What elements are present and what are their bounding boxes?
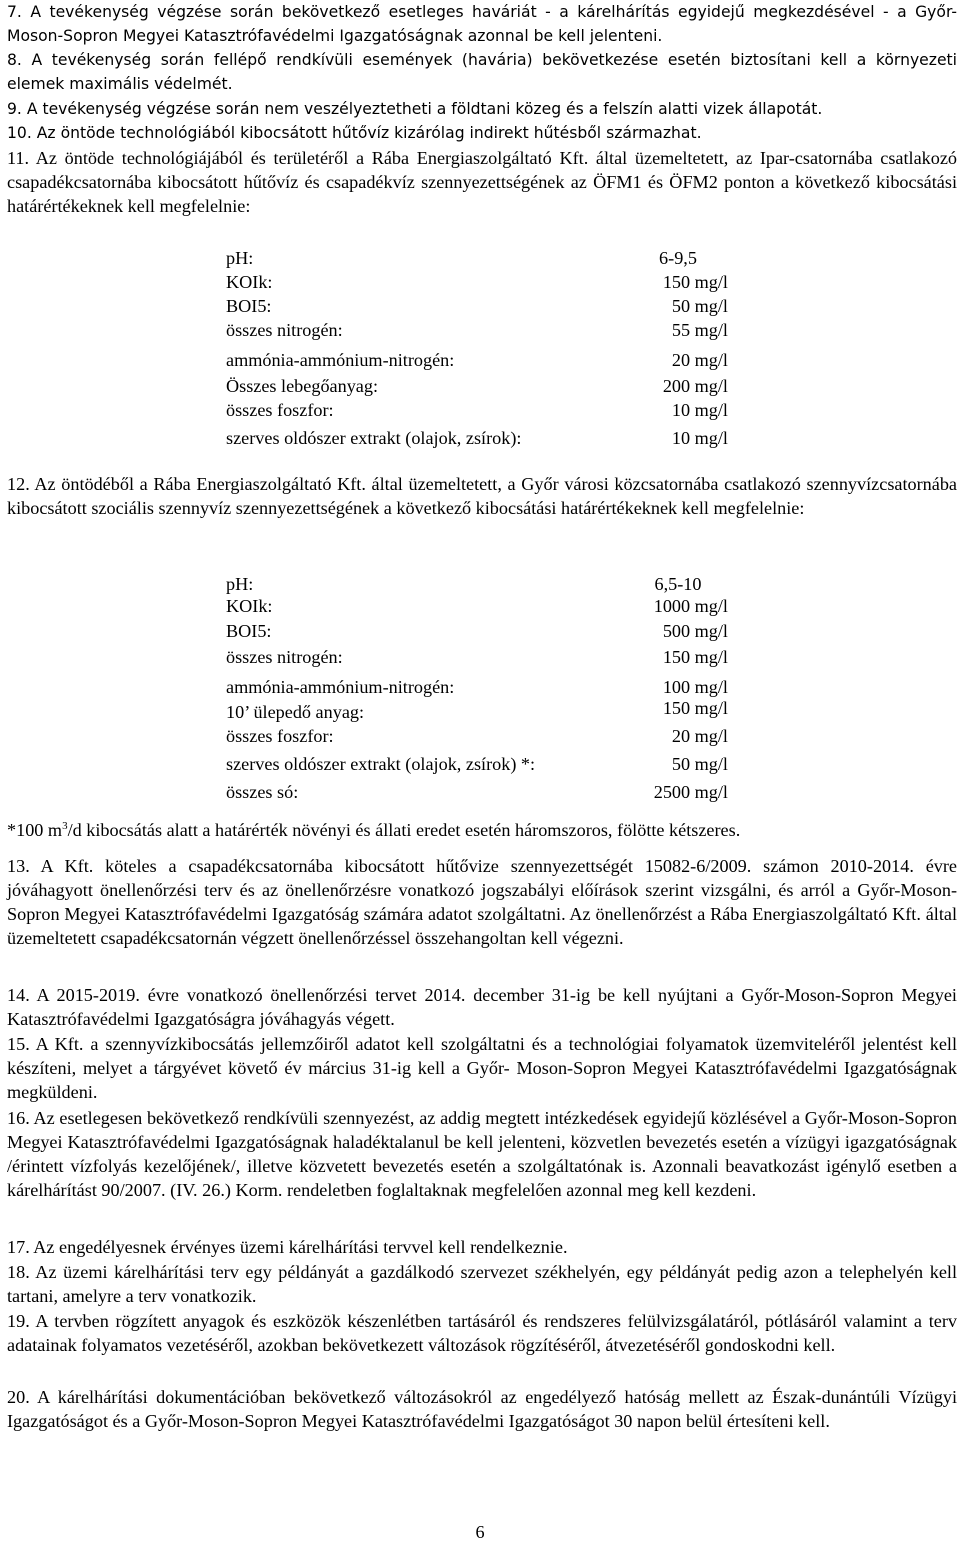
param-value: 1000 mg/l	[653, 596, 728, 616]
table-row	[226, 675, 728, 699]
param-value: 150 mg/l	[662, 698, 728, 718]
item-19: 19. A tervben rögzített anyagok és eszközök készenlétben tartásáról és rendszeres felülvizsgálatáról, pótlásáról valamint a terv adatainak folyamatos vezetéséről, azokban bekövetkezett változások rögzítéséről, átvezetéséről gondoskodni kell.	[7, 1311, 957, 1355]
table-row	[226, 619, 728, 643]
param-label: összes nitrogén:	[226, 320, 343, 340]
param-value: 55 mg/l	[671, 320, 728, 340]
table-row	[226, 700, 728, 724]
param-label: összes foszfor:	[226, 726, 334, 746]
item-17: 17. Az engedélyesnek érvényes üzemi kárelhárítási tervvel kell rendelkeznie.	[7, 1237, 568, 1257]
param-value: 20 mg/l	[671, 350, 728, 370]
param-label: Összes lebegőanyag:	[226, 376, 379, 396]
item-8: 8. A tevékenység során fellépő rendkívüli események (havária) bekövetkezése esetén biztosítani kell a környezeti elemek maximális védelmét.	[7, 51, 957, 93]
page-number: 6	[475, 1522, 485, 1542]
param-value: 200 mg/l	[662, 376, 728, 396]
table-row	[226, 398, 728, 422]
param-value: 20 mg/l	[671, 726, 728, 746]
footnote-superscript: 3	[62, 819, 68, 832]
item-15: 15. A Kft. a szennyvízkibocsátás jellemzőiről adatot kell szolgáltatni és a technológiai folyamatok üzemviteléről jelentést kell készíteni, melyet a tárgyévet követő év március 31-ig kell a Győr- Moson-Sopron Megyei Katasztrófavédelmi Igazgatóságnak megküldeni.	[7, 1034, 957, 1102]
param-value: 2500 mg/l	[653, 782, 728, 802]
table-row	[226, 572, 728, 596]
param-label: pH:	[226, 248, 254, 268]
param-label: KOIk:	[226, 596, 273, 616]
param-value: 6-9,5	[659, 248, 697, 268]
item-12: 12. Az öntödéből a Rába Energiaszolgáltató Kft. által üzemeltetett, a Győr városi közcsatornába csatlakozó szennyvízcsatornába kibocsátott szociális szennyvíz szennyezettségének a következő kibocsátási határértékeknek kell megfelelnie:	[7, 474, 957, 518]
item-11: 11. Az öntöde technológiájából és területéről a Rába Energiaszolgáltató Kft. által üzemeltetett, az Ipar-csatornába csatlakozó csapadékcsatornába kibocsátott hűtővíz és csapadékvíz szennyezettségének az ÖFM1 és ÖFM2 ponton a következő kibocsátási határértékeknek kell megfelelnie:	[7, 148, 957, 216]
param-label: 10’ ülepedő anyag:	[226, 702, 365, 722]
footnote	[7, 818, 957, 842]
item-7: 7. A tevékenység végzése során bekövetkező esetleges haváriát - a kárelhárítás egyidejű megkezdésével - a Győr-Moson-Sopron Megyei Katasztrófavédelmi Igazgatóságnak azonnal be kell jelenteni.	[7, 3, 957, 45]
param-value: 10 mg/l	[671, 428, 728, 448]
table-row	[226, 270, 728, 294]
param-value: 6,5-10	[654, 574, 702, 594]
item-14: 14. A 2015-2019. évre vonatkozó önellenőrzési tervet 2014. december 31-ig be kell nyújtani a Győr-Moson-Sopron Megyei Katasztrófavédelmi Igazgatóságra jóváhagyás végett.	[7, 985, 957, 1029]
param-label: összes foszfor:	[226, 400, 334, 420]
param-value: 10 mg/l	[671, 400, 728, 420]
param-label: pH:	[226, 574, 254, 594]
footnote-suffix: /d kibocsátás alatt a határérték növényi és állati eredet esetén háromszoros, fölötte kétszeres.	[67, 820, 741, 840]
param-label: ammónia-ammónium-nitrogén:	[226, 350, 455, 370]
table-row	[226, 724, 728, 748]
item-18: 18. Az üzemi kárelhárítási terv egy példányát a gazdálkodó szervezet székhelyén, egy példányát pedig azon a telephelyén kell tartani, amelyre a terv vonatkozik.	[7, 1262, 957, 1306]
param-value: 150 mg/l	[662, 272, 728, 292]
table-row	[226, 348, 728, 372]
item-10: 10. Az öntöde technológiából kibocsátott hűtővíz kizárólag indirekt hűtésből származhat.	[7, 124, 702, 142]
param-label: összes nitrogén:	[226, 647, 343, 667]
param-label: KOIk:	[226, 272, 273, 292]
item-16: 16. Az esetlegesen bekövetkező rendkívüli szennyezést, az addig megtett intézkedések egyidejű közlésével a Győr-Moson-Sopron Megyei Katasztrófavédelmi Igazgatóságnak haladéktalanul be kell jelenteni, közvetlen bevezetés esetén a vízügyi igazgatóságnak /érintett vízfolyás kezelőjének/, illetve közvetett bevezetés esetén a szolgáltatónak is. Azonnali beavatkozást igénylő esetben a kárelhárítást 90/2007. (IV. 26.) Korm. rendeletben foglaltaknak megfelelően azonnal meg kell kezdeni.	[7, 1108, 957, 1200]
param-value: 100 mg/l	[662, 677, 728, 697]
table-row	[226, 594, 728, 618]
param-label: BOI5:	[226, 621, 272, 641]
table-row	[226, 752, 728, 776]
footnote-prefix: *100 m	[7, 820, 63, 840]
param-label: ammónia-ammónium-nitrogén:	[226, 677, 455, 697]
param-value: 50 mg/l	[671, 296, 728, 316]
param-label: szerves oldószer extrakt (olajok, zsírok):	[226, 428, 522, 448]
param-value: 50 mg/l	[671, 754, 728, 774]
table-row	[226, 645, 728, 669]
param-label: összes só:	[226, 782, 299, 802]
param-label: szerves oldószer extrakt (olajok, zsírok) *:	[226, 754, 536, 774]
item-13: 13. A Kft. köteles a csapadékcsatornába kibocsátott hűtővize szennyezettségét 15082-6/2009. számon 2010-2014. évre jóváhagyott önellenőrzési terv és az önellenőrzésre vonatkozó jogszabályi előírások szerint vizsgálni, és arról a Győr-Moson-Sopron Megyei Katasztrófavédelmi Igazgatóság számára adatot szolgáltatni. Az önellenőrzést a Rába Energiaszolgáltató Kft. által üzemeltetett csapadékcsatornán végzett önellenőrzéssel összehangoltan kell végezni.	[7, 856, 957, 948]
table-row	[226, 318, 728, 342]
param-value: 500 mg/l	[662, 621, 728, 641]
param-value: 150 mg/l	[662, 647, 728, 667]
param-label: BOI5:	[226, 296, 272, 316]
table-row	[226, 294, 728, 318]
item-9: 9. A tevékenység végzése során nem veszélyeztetheti a földtani közeg és a felszín alatti vizek állapotát.	[7, 100, 823, 118]
table-row	[226, 246, 728, 270]
table-row	[226, 426, 728, 450]
table-row	[226, 780, 728, 804]
item-20: 20. A kárelhárítási dokumentációban bekövetkező változásokról az engedélyező hatóság mellett az Észak-dunántúli Vízügyi Igazgatóságot és a Győr-Moson-Sopron Megyei Katasztrófavédelmi Igazgatóságot 30 napon belül értesíteni kell.	[7, 1387, 957, 1431]
table-row	[226, 374, 728, 398]
